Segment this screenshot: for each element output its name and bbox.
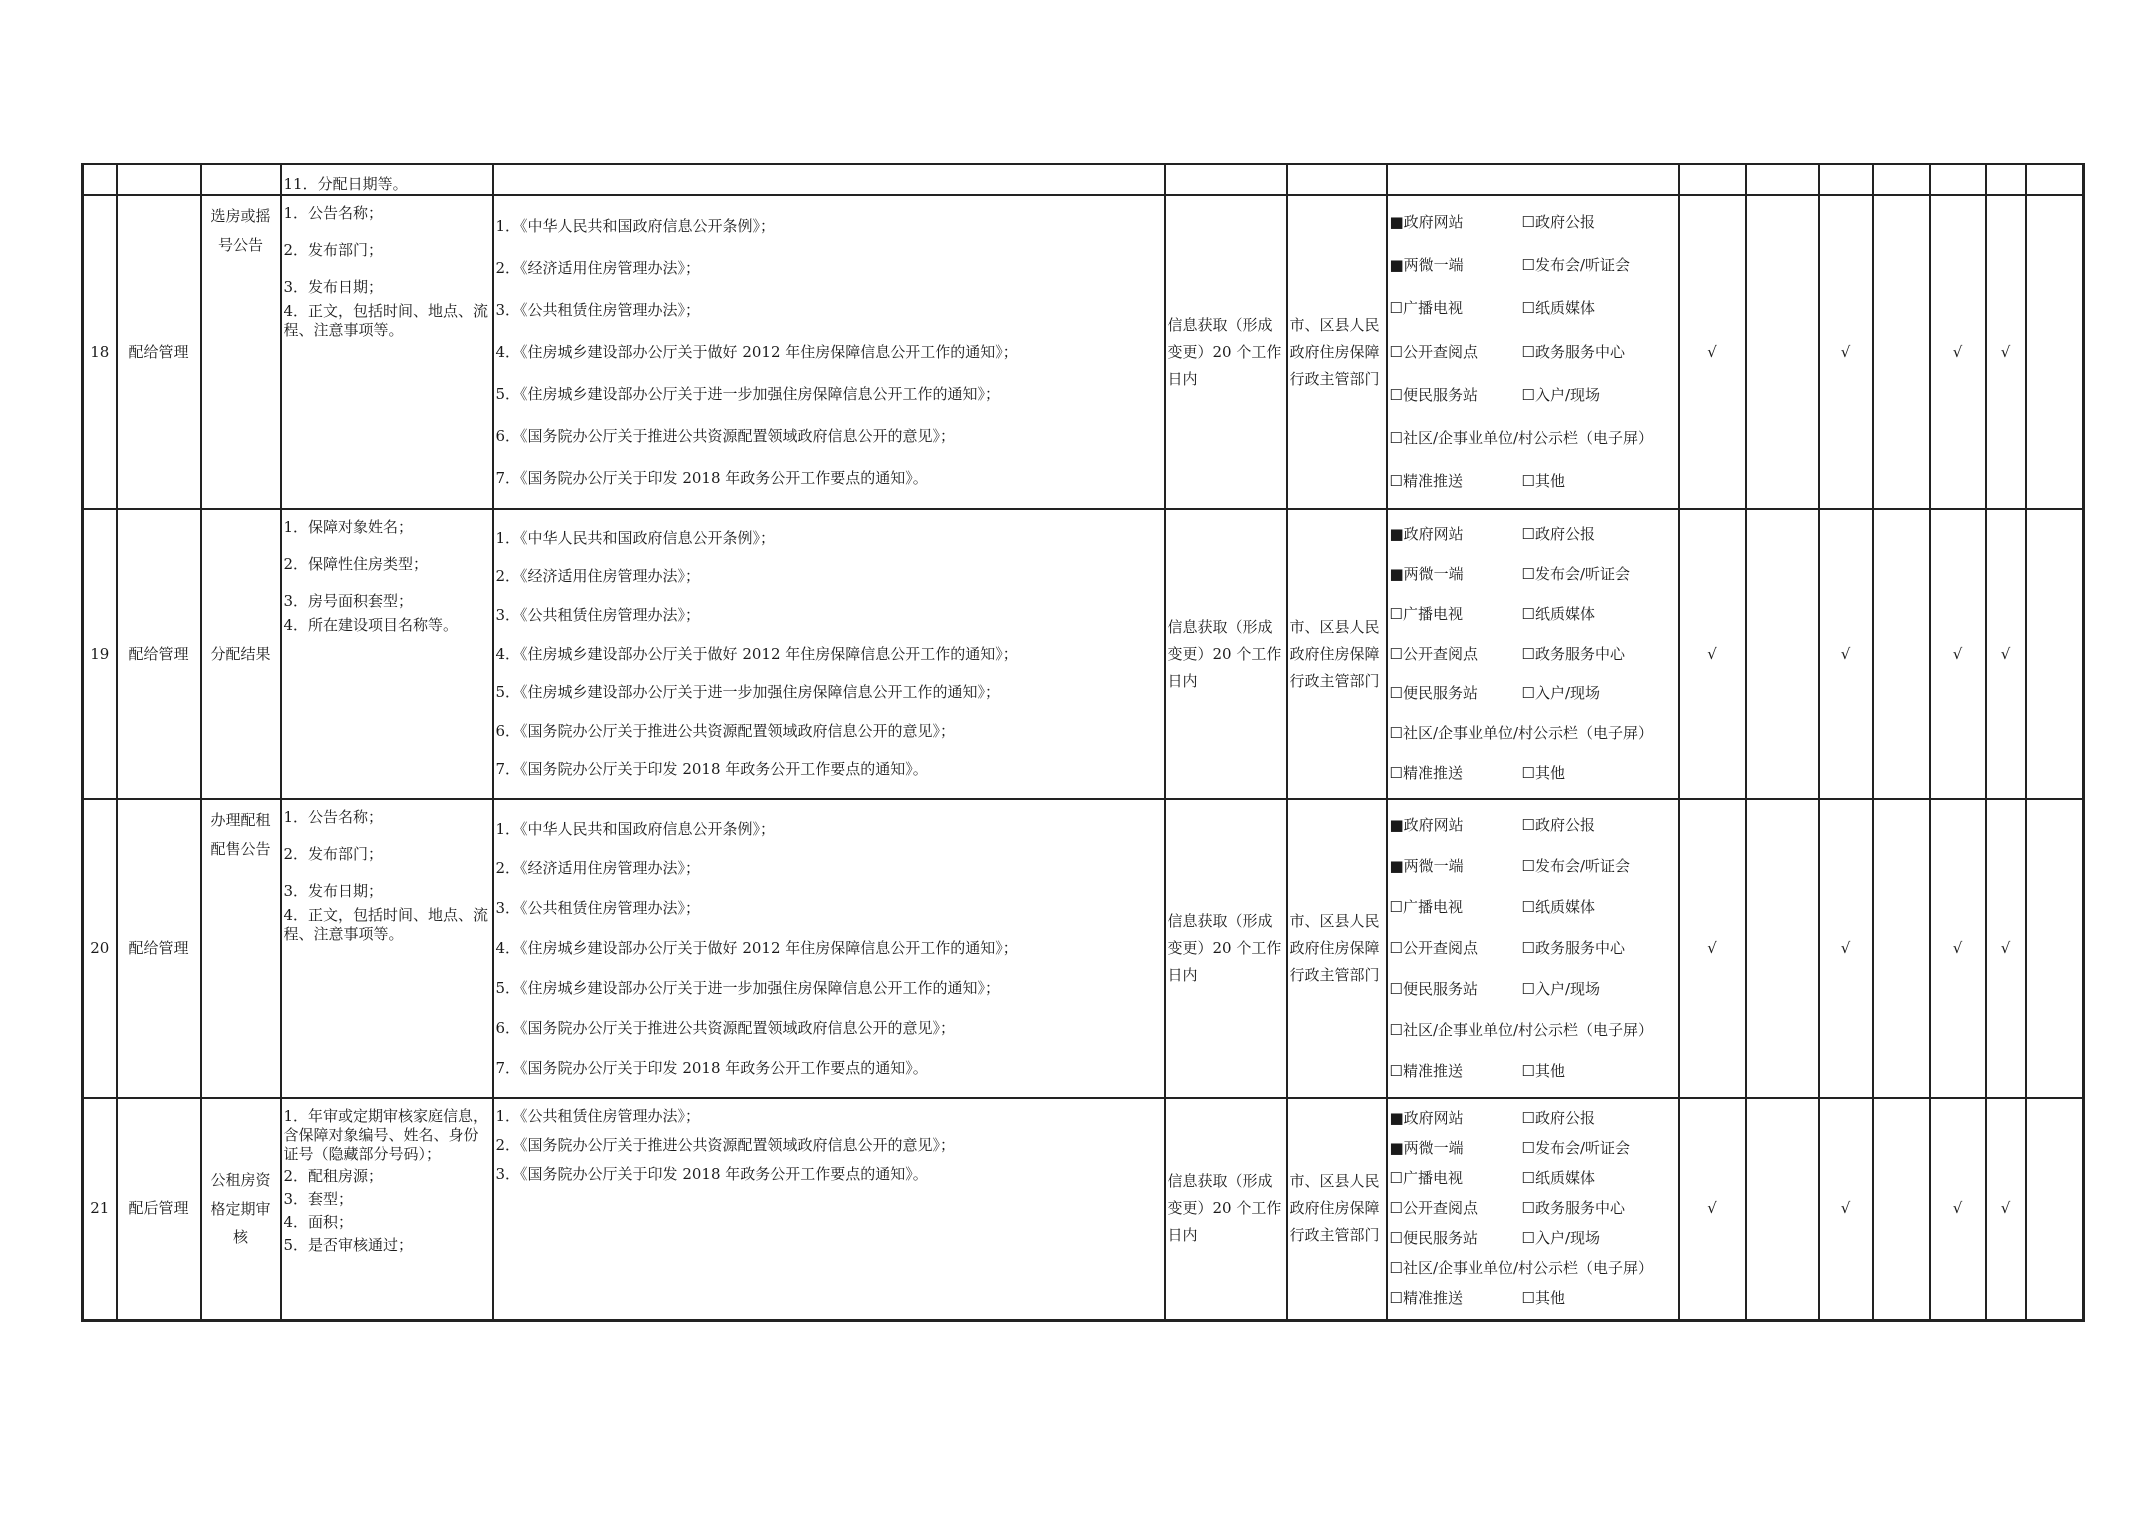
item-cell [201, 799, 281, 1098]
check-cell [2026, 1098, 2084, 1320]
check-cell [1873, 195, 1930, 509]
basis-line: 2．《经济适用住房管理办法》； [495, 258, 701, 277]
basis-line: 2．《经济适用住房管理办法》； [495, 567, 701, 586]
basis-list [496, 809, 1162, 1088]
check-cell [1986, 195, 2026, 509]
check-cell [2026, 509, 2084, 799]
check-mark: √ [1707, 644, 1717, 663]
channel-row [1390, 213, 1676, 232]
channels-cell [1387, 799, 1679, 1098]
channel-row [1390, 565, 1676, 584]
content-line: 2．发布部门； [283, 240, 384, 259]
channel-option: ☐公开查阅点 [1389, 939, 1478, 958]
channel-option: ■两微一端 [1389, 857, 1464, 876]
check-cell [1679, 195, 1746, 509]
channel-row [1390, 684, 1676, 703]
channel-row [1390, 1109, 1676, 1128]
check-mark: √ [2000, 939, 2011, 958]
channel-option: ☐政府公报 [1521, 525, 1595, 544]
check-cell [1986, 509, 2026, 799]
channel-option: ■政府网站 [1389, 213, 1464, 232]
channel-option: ☐发布会/听证会 [1521, 857, 1631, 876]
channel-option: ☐便民服务站 [1389, 1229, 1478, 1248]
channel-row [1390, 1229, 1676, 1248]
check-cell [1930, 799, 1986, 1098]
channel-option: ☐其他 [1521, 1289, 1565, 1308]
basis-line: 5．《住房城乡建设部办公厅关于进一步加强住房保障信息公开工作的通知》； [495, 978, 1001, 997]
category-text: 配给管理 [128, 644, 189, 663]
category-text: 配给管理 [128, 342, 189, 361]
channel-option: ☐政务服务中心 [1521, 1199, 1625, 1218]
channel-row [1390, 857, 1676, 876]
row-number [83, 509, 117, 799]
content-line: 1．公告名称； [283, 204, 384, 222]
channel-option: ☐发布会/听证会 [1521, 565, 1631, 584]
department-text: 市、区县人民政府住房保障行政主管部门 [1289, 1172, 1380, 1245]
check-cell [1873, 1098, 1930, 1320]
department-cell [1287, 509, 1387, 799]
channel-row [1390, 939, 1676, 958]
row-number [83, 799, 117, 1098]
cell [117, 164, 201, 195]
channel-option: ☐纸质媒体 [1521, 898, 1595, 917]
channel-row [1390, 724, 1676, 743]
basis-cell [493, 799, 1165, 1098]
channel-option: ☐政务服务中心 [1521, 644, 1625, 663]
check-mark: √ [1952, 939, 1963, 958]
channel-row [1390, 1259, 1676, 1278]
check-mark: √ [1707, 939, 1717, 958]
cell [493, 164, 1165, 195]
channel-option: ☐纸质媒体 [1521, 1169, 1595, 1188]
content-line: 5．是否审核通过； [283, 1235, 414, 1254]
channel-option: ☐政府公报 [1521, 213, 1595, 232]
item-cell [201, 509, 281, 799]
item-text: 选房或摇号公告 [210, 207, 271, 254]
basis-line: 7．《国务院办公厅关于印发 2018 年政务公开工作要点的通知》。 [495, 1058, 928, 1077]
channel-option: ☐公开查阅点 [1389, 342, 1478, 361]
channel-row [1390, 980, 1676, 999]
check-cell [1930, 195, 1986, 509]
time-limit-cell [1165, 195, 1287, 509]
check-cell [2026, 799, 2084, 1098]
content-cell [281, 799, 493, 1098]
channel-row [1390, 816, 1676, 835]
channel-option: ☐社区/企事业单位/村公示栏（电子屏） [1389, 428, 1654, 447]
check-cell [1819, 799, 1873, 1098]
cell [2026, 164, 2084, 195]
channel-option: ☐社区/企事业单位/村公示栏（电子屏） [1389, 1259, 1654, 1278]
channel-option: ☐政府公报 [1521, 816, 1595, 835]
cell [1930, 164, 1986, 195]
channel-row [1390, 645, 1676, 664]
row-number-text: 18 [90, 342, 110, 361]
channel-row [1390, 1139, 1676, 1158]
check-cell [1873, 799, 1930, 1098]
channel-row [1390, 1062, 1676, 1081]
check-mark: √ [1707, 342, 1717, 361]
cell [1165, 164, 1287, 195]
check-cell [1986, 799, 2026, 1098]
basis-line: 1．《中华人民共和国政府信息公开条例》； [495, 216, 776, 235]
channel-option: ☐广播电视 [1389, 604, 1463, 623]
basis-line: 3．《公共租赁住房管理办法》； [495, 300, 701, 319]
table-row [83, 799, 2084, 1098]
content-list [284, 1107, 490, 1254]
channel-option: ☐入户/现场 [1521, 1229, 1601, 1248]
check-cell [1986, 1098, 2026, 1320]
channel-option: ☐发布会/听证会 [1521, 1139, 1631, 1158]
channel-row [1390, 1169, 1676, 1188]
table-row [83, 195, 2084, 509]
channel-option: ☐社区/企事业单位/村公示栏（电子屏） [1389, 1021, 1654, 1040]
channels-cell [1387, 509, 1679, 799]
category-text: 配给管理 [128, 939, 189, 958]
channel-option: ■两微一端 [1389, 256, 1464, 275]
channel-option: ■两微一端 [1389, 1139, 1464, 1158]
department-text: 市、区县人民政府住房保障行政主管部门 [1289, 315, 1380, 388]
basis-list [496, 1107, 1162, 1183]
content-line: 2．配租房源； [283, 1167, 384, 1186]
department-cell [1287, 195, 1387, 509]
channel-row [1390, 1289, 1676, 1308]
check-cell [1679, 799, 1746, 1098]
basis-line: 7．《国务院办公厅关于印发 2018 年政务公开工作要点的通知》。 [495, 760, 928, 779]
time-limit-cell [1165, 1098, 1287, 1320]
basis-line: 1．《中华人民共和国政府信息公开条例》； [495, 528, 776, 547]
basis-list [496, 205, 1162, 499]
check-mark: √ [1840, 644, 1851, 663]
channel-option: ☐精准推送 [1389, 1062, 1463, 1081]
channel-option: ☐便民服务站 [1389, 385, 1478, 404]
item-cell [201, 1098, 281, 1320]
channel-option: ☐入户/现场 [1521, 980, 1601, 999]
channel-option: ☐便民服务站 [1389, 684, 1478, 703]
row-number-text: 20 [90, 939, 110, 958]
time-limit-text: 信息获取（形成变更）20 个工作日内 [1167, 617, 1282, 690]
channel-option: ☐广播电视 [1389, 898, 1463, 917]
category-cell [117, 195, 201, 509]
cell [1986, 164, 2026, 195]
channel-option: ■政府网站 [1389, 816, 1464, 835]
channel-row [1390, 898, 1676, 917]
channel-option: ☐其他 [1521, 472, 1565, 491]
check-cell [1819, 195, 1873, 509]
basis-cell [493, 1098, 1165, 1320]
content-line: 4．正文，包括时间、地点、流程、注意事项等。 [283, 906, 489, 943]
table-row [83, 1098, 2084, 1320]
channel-option: ☐入户/现场 [1521, 684, 1601, 703]
row-number [83, 195, 117, 509]
row-number-text: 19 [90, 644, 110, 663]
content-line: 3．发布日期； [283, 881, 384, 900]
row-number [83, 1098, 117, 1320]
content-line: 2．保障性住房类型； [283, 554, 429, 573]
cell [281, 164, 493, 195]
cell [1387, 164, 1679, 195]
content-line: 1．保障对象姓名； [283, 518, 414, 536]
content-line: 2．发布部门； [283, 844, 384, 863]
channel-option: ☐政务服务中心 [1521, 342, 1625, 361]
channel-row [1390, 1199, 1676, 1218]
check-mark: √ [2000, 644, 2011, 663]
basis-line: 1．《中华人民共和国政府信息公开条例》； [495, 819, 776, 838]
content-line: 4．正文，包括时间、地点、流程、注意事项等。 [283, 302, 489, 339]
check-cell [1819, 509, 1873, 799]
check-mark: √ [2000, 1199, 2011, 1218]
basis-line: 7．《国务院办公厅关于印发 2018 年政务公开工作要点的通知》。 [495, 468, 928, 487]
time-limit-cell [1165, 509, 1287, 799]
basis-line: 5．《住房城乡建设部办公厅关于进一步加强住房保障信息公开工作的通知》； [495, 683, 1001, 702]
channel-row [1390, 764, 1676, 783]
item-cell [201, 195, 281, 509]
channel-option: ☐其他 [1521, 1062, 1565, 1081]
basis-cell [493, 509, 1165, 799]
time-limit-cell [1165, 799, 1287, 1098]
category-cell [117, 799, 201, 1098]
item-text: 公租房资格定期审核 [210, 1171, 271, 1246]
basis-line: 1．《公共租赁住房管理办法》； [495, 1107, 701, 1125]
cell [1746, 164, 1819, 195]
channel-row [1390, 472, 1676, 491]
check-mark: √ [1707, 1199, 1717, 1218]
channel-row [1390, 386, 1676, 405]
content-line: 3．套型； [283, 1190, 354, 1208]
check-mark: √ [1840, 939, 1851, 958]
cell [201, 164, 281, 195]
check-mark: √ [1952, 644, 1963, 663]
check-mark: √ [2000, 342, 2011, 361]
check-cell [1873, 509, 1930, 799]
table-row-continuation [83, 164, 2084, 195]
category-cell [117, 1098, 201, 1320]
channel-list [1390, 1104, 1676, 1314]
channel-option: ☐其他 [1521, 763, 1565, 782]
basis-line: 4．《住房城乡建设部办公厅关于做好 2012 年住房保障信息公开工作的通知》； [495, 342, 1018, 361]
channel-option: ■两微一端 [1389, 565, 1464, 584]
item-text: 分配结果 [210, 644, 271, 663]
check-mark: √ [1840, 342, 1851, 361]
basis-line: 3．《公共租赁住房管理办法》； [495, 606, 701, 625]
channels-cell [1387, 195, 1679, 509]
basis-line: 5．《住房城乡建设部办公厅关于进一步加强住房保障信息公开工作的通知》； [495, 384, 1001, 403]
row-number-text: 21 [90, 1199, 110, 1218]
basis-line: 4．《住房城乡建设部办公厅关于做好 2012 年住房保障信息公开工作的通知》； [495, 644, 1018, 663]
channel-option: ☐广播电视 [1389, 299, 1463, 318]
content-cell [281, 1098, 493, 1320]
channel-option: ☐发布会/听证会 [1521, 256, 1631, 275]
cell [1819, 164, 1873, 195]
category-text: 配后管理 [128, 1199, 189, 1218]
check-cell [2026, 195, 2084, 509]
channels-cell [1387, 1098, 1679, 1320]
channel-list [1390, 201, 1676, 503]
item-text: 办理配租配售公告 [210, 811, 271, 858]
check-cell [1746, 799, 1819, 1098]
check-mark: √ [1840, 1199, 1851, 1218]
channel-row [1390, 429, 1676, 448]
check-cell [1819, 1098, 1873, 1320]
content-line: 1．年审或定期审核家庭信息，含保障对象编号、姓名、身份证号（隐藏部分号码）； [283, 1107, 489, 1163]
content-line: 1．公告名称； [283, 808, 384, 826]
time-limit-text: 信息获取（形成变更）20 个工作日内 [1167, 912, 1282, 984]
channel-option: ☐政府公报 [1521, 1109, 1595, 1128]
content-list [284, 518, 490, 635]
content-line: 3．发布日期； [283, 277, 384, 296]
content-line: 11．分配日期等。 [283, 175, 408, 194]
department-cell [1287, 1098, 1387, 1320]
channel-option: ☐社区/企事业单位/村公示栏（电子屏） [1389, 723, 1654, 742]
basis-line: 6．《国务院办公厅关于推进公共资源配置领域政府信息公开的意见》； [495, 721, 956, 740]
basis-line: 3．《公共租赁住房管理办法》； [495, 899, 701, 918]
check-cell [1930, 1098, 1986, 1320]
department-text: 市、区县人民政府住房保障行政主管部门 [1289, 912, 1380, 984]
content-line: 4．面积； [283, 1212, 354, 1231]
channel-option: ☐公开查阅点 [1389, 644, 1478, 663]
channel-option: ☐便民服务站 [1389, 980, 1478, 999]
content-list [284, 204, 490, 340]
channel-option: ☐广播电视 [1389, 1169, 1463, 1188]
cell [1679, 164, 1746, 195]
basis-line: 6．《国务院办公厅关于推进公共资源配置领域政府信息公开的意见》； [495, 1018, 956, 1037]
channel-option: ☐纸质媒体 [1521, 299, 1595, 318]
channel-option: ☐政务服务中心 [1521, 939, 1625, 958]
cell [83, 164, 117, 195]
channel-option: ■政府网站 [1389, 1109, 1464, 1128]
time-limit-text: 信息获取（形成变更）20 个工作日内 [1167, 315, 1282, 388]
check-cell [1746, 509, 1819, 799]
cell [1873, 164, 1930, 195]
channel-row [1390, 1021, 1676, 1040]
content-cell [281, 509, 493, 799]
basis-line: 3．《国务院办公厅关于印发 2018 年政务公开工作要点的通知》。 [495, 1164, 928, 1183]
check-cell [1679, 509, 1746, 799]
channel-row [1390, 525, 1676, 544]
channel-row [1390, 256, 1676, 275]
basis-line: 4．《住房城乡建设部办公厅关于做好 2012 年住房保障信息公开工作的通知》； [495, 939, 1018, 958]
channel-list [1390, 805, 1676, 1092]
disclosure-table [81, 163, 2085, 1322]
channel-option: ☐精准推送 [1389, 472, 1463, 491]
basis-cell [493, 195, 1165, 509]
check-mark: √ [1952, 1199, 1963, 1218]
channel-row [1390, 605, 1676, 624]
department-cell [1287, 799, 1387, 1098]
channel-option: ☐精准推送 [1389, 763, 1463, 782]
channel-row [1390, 299, 1676, 318]
content-list [284, 808, 490, 944]
check-cell [1930, 509, 1986, 799]
basis-list [496, 519, 1162, 789]
channel-option: ☐公开查阅点 [1389, 1199, 1478, 1218]
content-line: 4．所在建设项目名称等。 [283, 616, 459, 635]
channel-list [1390, 515, 1676, 793]
check-cell [1746, 1098, 1819, 1320]
channel-option: ☐入户/现场 [1521, 385, 1601, 404]
basis-line: 2．《经济适用住房管理办法》； [495, 859, 701, 878]
category-cell [117, 509, 201, 799]
cell [1287, 164, 1387, 195]
channel-row [1390, 343, 1676, 362]
table-row [83, 509, 2084, 799]
check-cell [1746, 195, 1819, 509]
channel-option: ☐精准推送 [1389, 1289, 1463, 1308]
basis-line: 6．《国务院办公厅关于推进公共资源配置领域政府信息公开的意见》； [495, 426, 956, 445]
check-mark: √ [1952, 342, 1963, 361]
channel-option: ■政府网站 [1389, 525, 1464, 544]
check-cell [1679, 1098, 1746, 1320]
time-limit-text: 信息获取（形成变更）20 个工作日内 [1167, 1172, 1282, 1245]
basis-line: 2．《国务院办公厅关于推进公共资源配置领域政府信息公开的意见》； [495, 1135, 956, 1154]
channel-option: ☐纸质媒体 [1521, 604, 1595, 623]
content-cell [281, 195, 493, 509]
department-text: 市、区县人民政府住房保障行政主管部门 [1289, 617, 1380, 690]
content-line: 3．房号面积套型； [283, 591, 414, 610]
